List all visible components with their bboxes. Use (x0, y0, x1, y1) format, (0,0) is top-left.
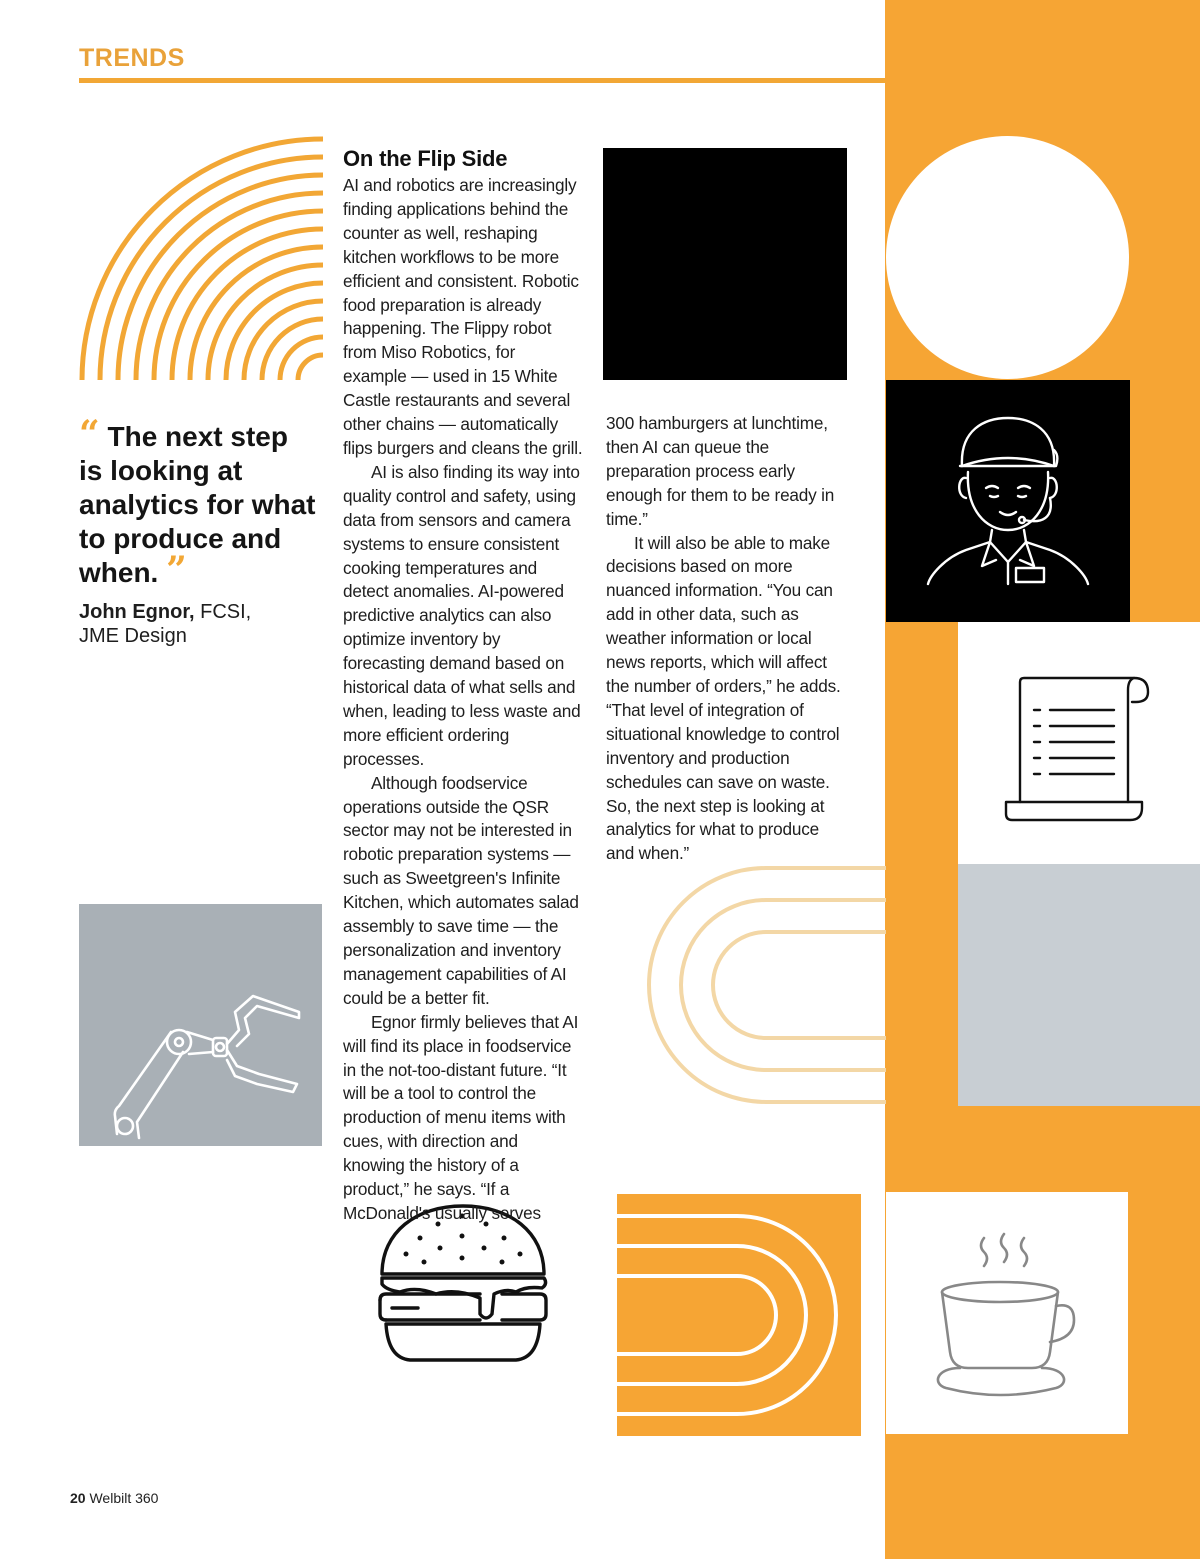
page-number: 20 (70, 1490, 86, 1506)
attribution-credential: FCSI, (194, 601, 252, 623)
open-quote-mark: “ (79, 413, 100, 455)
orange-arch-icon (617, 1194, 861, 1436)
pull-quote-text: The next step is looking at analytics for what to produce and when. (79, 421, 316, 588)
page-footer (70, 1490, 158, 1506)
paragraph: AI is also finding its way into quality control and safety, using data from sensors and camera systems to ensure consistent cooking temperatures and detect anomalies. AI-powered predictive analytics can also optimize inventory by forecasting demand based on historical data of what sells and when, leading to less waste and more efficient ordering processes. (343, 461, 581, 769)
pull-quote (79, 413, 319, 591)
cashier-headset-icon (886, 380, 1130, 622)
white-circle (886, 136, 1129, 379)
attribution-company: JME Design (79, 625, 187, 647)
receipt-panel (958, 622, 1200, 864)
header-rule (79, 78, 885, 83)
article-column-2 (606, 412, 850, 866)
article-column-1 (343, 146, 583, 1226)
robotic-arm-icon (79, 904, 322, 1146)
paragraph: It will also be able to make decisions based on more nuanced information. “You can add in other data, such as weather information or local news reports, which will affect the number of orders,” he adds. “That level of integration of situational knowledge to control inventory and production schedules can save on waste. So, the next step is looking at analytics for what to produce and when.” (606, 532, 841, 864)
attribution-name: John Egnor, (79, 601, 195, 623)
receipt-scroll-icon (958, 622, 1200, 864)
coffee-panel (886, 1192, 1128, 1434)
pull-quote-attribution (79, 600, 319, 648)
burger-icon (376, 1202, 550, 1364)
cashier-panel (886, 380, 1130, 622)
robotic-arm-panel (79, 904, 322, 1146)
close-quote-mark: ” (166, 549, 187, 591)
section-label: TRENDS (79, 44, 185, 72)
section-heading: On the Flip Side (343, 146, 508, 171)
coffee-cup-icon (886, 1192, 1128, 1434)
concentric-arcs-icon (79, 136, 323, 382)
orange-arch-block (617, 1194, 861, 1436)
publication-name: Welbilt 360 (89, 1490, 159, 1506)
paragraph: Although foodservice operations outside the QSR sector may not be interested in robotic preparation systems — such as Sweetgreen's Infinite Kitchen, which automates salad assembly to save time — the personalization and inventory management capabilities of AI could be a better fit. (343, 772, 579, 1008)
paragraph: Egnor firmly believes that AI will find its place in foodservice in the not-too-distant future. “It will be a tool to control the production of menu items with cues, with direction and knowing the history of a product,” he says. “If a McDonald's usually serves (343, 1011, 579, 1223)
light-gray-panel (958, 864, 1200, 1106)
light-arch-icon (640, 860, 886, 1110)
paragraph: 300 hamburgers at lunchtime, then AI can queue the preparation process early enough for them to be ready in time.” (606, 413, 835, 529)
black-panel-top (603, 148, 847, 380)
paragraph: AI and robotics are increasingly finding applications behind the counter as well, reshaping kitchen workflows to be more efficient and consistent. Robotic food preparation is already happening. The Flippy robot from Miso Robotics, for example — used in 15 White Castle restaurants and several other chains — automatically flips burgers and cleans the grill. (343, 175, 583, 458)
